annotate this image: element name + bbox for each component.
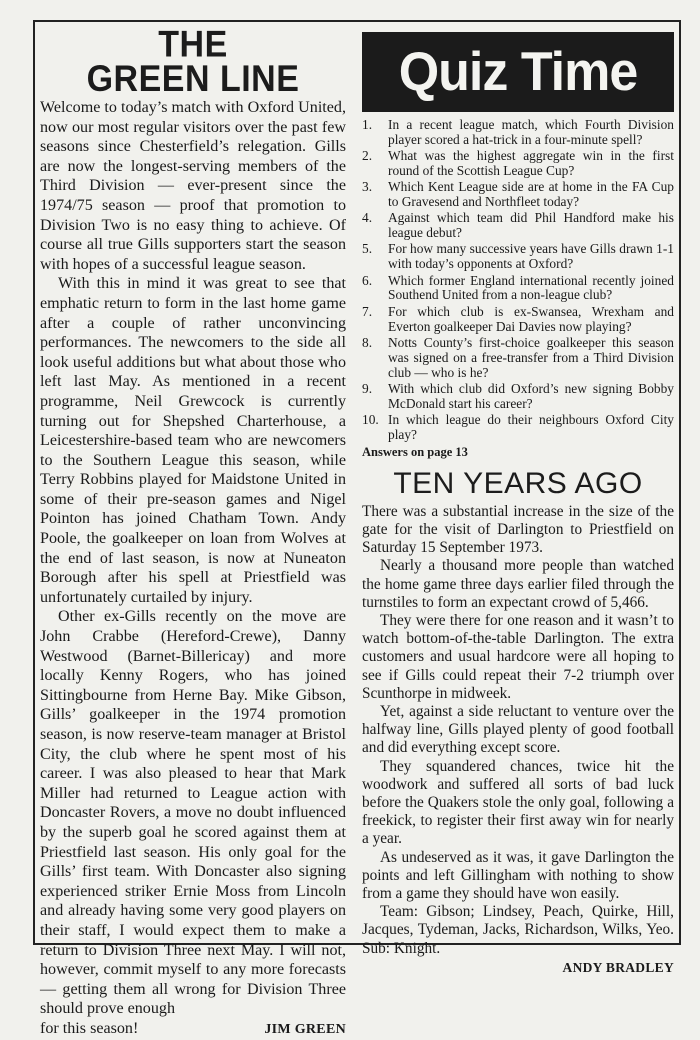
ten-years-ago-paragraph: As undeserved as it was, it gave Darlington the points and left Gillingham with nothing to show from a game they should have won easily. [362,848,674,902]
green-line-closing-text: for this season! [40,1019,139,1037]
answers-note: Answers on page 13 [362,444,468,459]
ten-years-ago-body [362,503,674,958]
quiz-question [362,336,674,381]
ten-years-ago-paragraph: Nearly a thousand more people than watched the home game three days earlier filed through the turnstiles to form an expectant crowd of 5,466. [362,557,674,611]
question-number: 5. [362,241,373,257]
green-line-closing-row [40,1019,346,1040]
question-number: 1. [362,117,373,132]
quiz-question [362,274,674,304]
quiz-question [362,382,674,412]
question-text: Which Kent League side are at home in the FA Cup to Gravesend and Northfleet today? [388,179,674,210]
green-line-paragraph: Welcome to today’s match with Oxford United, now our most regular visitors over the past few seasons since Chesterfield’s relegation. Gills are now the longest-serving members of the Third Division — ever-present since the 1974/75 season — proof that promotion to Division Two is no easy thing to achieve. Of course all true Gills supporters start the season with hopes of a successful league season. [40,99,346,273]
green-line-body [40,98,346,1040]
quiz-question [362,413,674,443]
ten-years-ago-paragraph: Yet, against a side reluctant to venture over the halfway line, Gills played plenty of good football and did everything except score. [362,702,674,757]
quiz-title: Quiz Time [398,41,638,103]
question-number: 6. [362,272,373,288]
ten-years-ago-paragraph: They squandered chances, twice hit the woodwork and suffered all sorts of bad luck before the Quakers stole the only goal, following a freekick, to register their first away win for nearly a year. [362,757,674,848]
question-text: What was the highest aggregate win in the first round of the Scottish League Cup? [388,148,674,179]
quiz-title-banner [362,32,674,112]
question-text: Against which team did Phil Handford make his league debut? [388,210,674,241]
ten-years-ago-paragraph: They were there for one reason and it wasn’t to watch bottom-of-the-table Darlington. The extra customers and usual hardcore were all hoping to see if Gills could repeat their 7-2 triumph over Scunthorpe in midweek. [362,611,674,702]
question-number: 3. [362,179,373,195]
question-number: 10. [362,411,379,427]
ten-years-ago-paragraph: There was a substantial increase in the size of the gate for the visit of Darlington to Priestfield on Saturday 15 September 1973. [362,502,674,557]
question-number: 9. [362,380,373,396]
quiz-question [362,242,674,272]
ten-years-ago-title: TEN YEARS AGO [393,466,643,500]
quiz-question [362,211,674,241]
question-number: 2. [362,148,373,164]
ten-years-ago-paragraph: Team: Gibson; Lindsey, Peach, Quirke, Hill, Jacques, Tydeman, Jacks, Richardson, Wilks, Yeo. Sub: Knight. [362,903,674,957]
green-line-paragraph: With this in mind it was great to see that emphatic return to form in the last home game after a couple of rather unconvincing performances. The newcomers to the side all look useful additions but what about those who left last May. As mentioned in a recent programme, Neil Grewcock is currently turning out for Shepshed Charterhouse, a Leicestershire-based team who are newcomers to the Southern League this season, while Terry Robbins played for Maidstone United in some of their pre-season games and Nigel Pointon has joined Chatham Town. Andy Poole, the goalkeeper on loan from Wolves at the end of last season, is now at Nuneaton Borough after his spell at Priestfield was unfortunately curtailed by injury. [40,275,346,606]
quiz-question [362,180,674,210]
green-line-column [40,24,346,1040]
green-line-title-line2: GREEN LINE [86,58,300,100]
question-number: 7. [362,303,373,319]
question-text: With which club did Oxford’s new signing Bobby McDonald start his career? [388,380,674,411]
question-text: For which club is ex-Swansea, Wrexham and Everton goalkeeper Dai Davies now playing? [388,303,674,334]
question-text: For how many successive years have Gills drawn 1-1 with today’s opponents at Oxford? [388,241,674,272]
green-line-paragraph: Other ex-Gills recently on the move are John Crabbe (Hereford-Crewe), Danny Westwood (Barnet-Billericay) and more locally Kenny Rogers, who has joined Sittingbourne from Herne Bay. Mike Gibson, Gills’ goalkeeper in the 1974 promotion season, is now reserve-team manager at Bristol City, the club where he spent most of his career. I was also pleased to hear that Mark Miller had returned to League action with Doncaster Rovers, a move no doubt influenced by the superb goal he scored against them at Priestfield last season. His only goal for the Gills’ first team. With Doncaster also signing experienced striker Ernie Moss from Lincoln and already having some very good players on their staff, I would expect them to make a return to Division Three next May. I will not, however, commit myself to any more forecasts — getting them all wrong for Division Three should prove enough [40,608,346,1018]
quiz-question-list [362,118,674,443]
quiz-question [362,305,674,335]
ten-years-ago-author: ANDY BRADLEY [562,959,674,975]
green-line-title [40,24,346,100]
question-text: Notts County’s first-choice goalkeeper this season was signed on a free-transfer from a Third Division club — who is he? [388,334,674,380]
question-text: In which league do their neighbours Oxford City play? [388,411,674,442]
question-number: 8. [362,334,373,350]
right-column [362,30,674,976]
question-number: 4. [362,210,373,226]
question-text: In a recent league match, which Fourth Division player scored a hat-trick in a four-minute spell? [388,117,674,147]
green-line-author: JIM GREEN [264,1021,346,1037]
quiz-question [362,149,674,179]
quiz-question [362,118,674,148]
green-line-title-line1: THE [158,24,228,66]
question-text: Which former England international recently joined Southend United from a non-league club? [388,272,674,303]
